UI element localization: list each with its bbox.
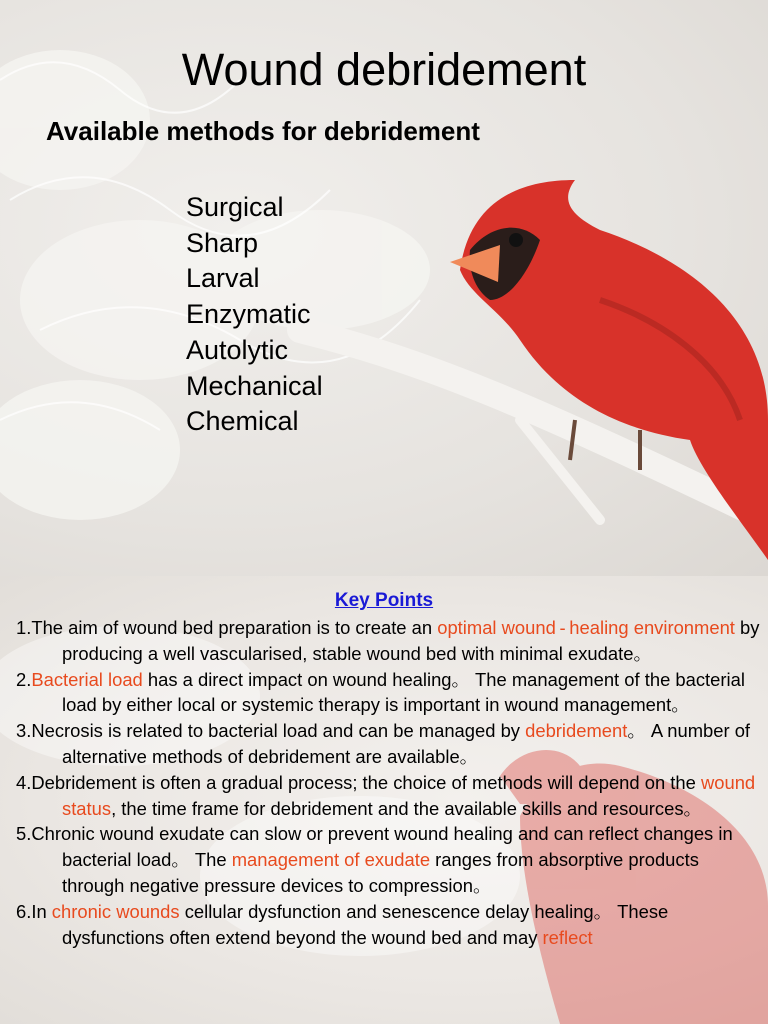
point-text: Necrosis is related to bacterial load and can be managed by <box>31 720 526 742</box>
debridement-methods-list <box>186 190 323 440</box>
key-point-item <box>16 667 760 719</box>
point-number: 1. <box>16 617 32 638</box>
point-text: ranges from absorptive products through negative pressure devices to compression。 <box>62 849 699 896</box>
point-highlight: chronic wounds <box>51 900 180 922</box>
page-title: Wound debridement <box>181 44 587 95</box>
key-points-list <box>16 615 760 950</box>
point-text: Debridement is often a gradual process; the choice of methods will depend on the <box>31 771 701 793</box>
point-text: Chronic wound exudate can slow or prevent wound healing and can reflect changes in bacterial load。 The <box>31 823 733 871</box>
key-point-item <box>16 770 760 822</box>
point-highlight: Bacterial load <box>31 668 143 690</box>
key-point-item <box>16 718 760 770</box>
point-number: 4. <box>16 771 32 793</box>
point-number: 2. <box>16 668 32 690</box>
method-item: Surgical <box>186 192 284 222</box>
key-points-heading: Key Points <box>334 590 434 611</box>
point-text: , the time frame for debridement and the available skills and resources。 <box>111 797 702 819</box>
key-point-item <box>16 899 760 951</box>
method-item: Chemical <box>186 406 299 437</box>
point-highlight: reflect <box>542 926 593 948</box>
point-number: 5. <box>16 823 32 845</box>
method-item: Sharp <box>186 227 259 258</box>
key-point-item <box>16 615 760 667</box>
slide-subtitle: Available methods for debridement <box>46 116 480 146</box>
point-number: 6. <box>16 900 32 922</box>
point-text: 。 A number of alternative methods of debridement are available。 <box>62 720 751 767</box>
point-number: 3. <box>16 720 32 742</box>
point-highlight: optimal wound - healing environment <box>437 617 735 638</box>
point-highlight: management of exudate <box>231 849 431 871</box>
point-text: has a direct impact on wound healing。 The management of the bacterial load by either local or systemic therapy is important in wound management。 <box>62 668 745 716</box>
method-item: Mechanical <box>186 370 323 401</box>
point-text: In <box>31 900 52 922</box>
point-text: cellular dysfunction and senescence delay healing。 These dysfunctions often extend beyond the wound bed and may <box>62 900 669 948</box>
method-item: Larval <box>186 263 260 294</box>
key-point-item <box>16 821 760 898</box>
point-text: The aim of wound bed preparation is to create an <box>31 617 438 638</box>
method-item: Autolytic <box>186 334 289 365</box>
slide-2 <box>0 576 768 1024</box>
point-highlight: wound status <box>62 771 756 819</box>
point-highlight: debridement <box>525 720 628 742</box>
point-text: by producing a well vascularised, stable wound bed with minimal exudate。 <box>62 617 760 664</box>
method-item: Enzymatic <box>186 299 311 330</box>
